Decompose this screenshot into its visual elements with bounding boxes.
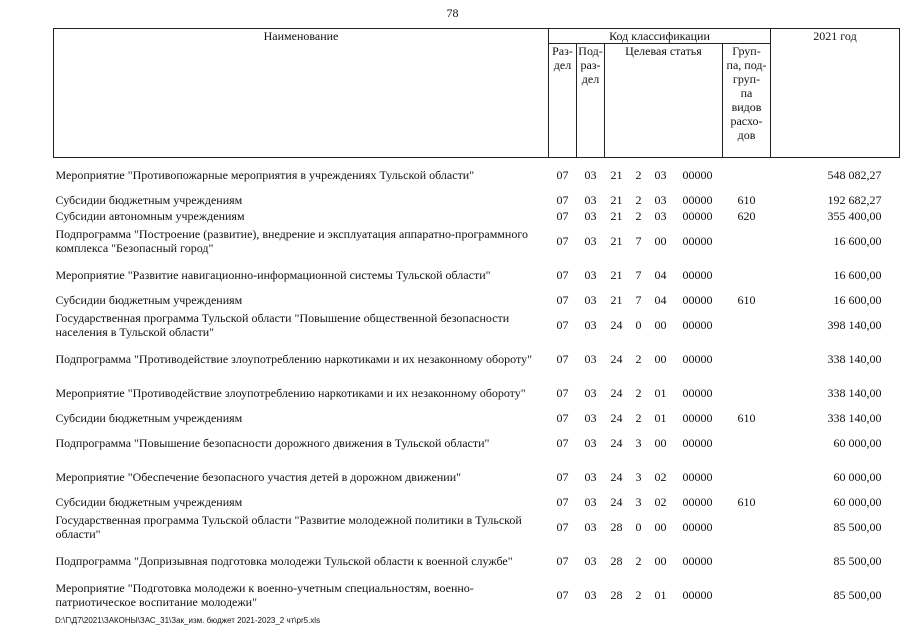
cell-t1: 28 — [610, 519, 623, 534]
cell-rz: 07 — [556, 410, 569, 425]
cell-t3: 01 — [654, 410, 667, 425]
cell-rz: 07 — [556, 385, 569, 400]
cell-t4: 00000 — [682, 192, 713, 207]
cell-t1: 21 — [610, 192, 623, 207]
cell-t1: 21 — [610, 208, 623, 223]
table-row — [54, 510, 900, 544]
cell-name: Мероприятие "Подготовка молодежи к военно-учетным специальностям, военно-патриотическое воспитание молодежи" — [55, 580, 474, 609]
cell-t2: 3 — [635, 435, 642, 450]
table-row — [54, 192, 900, 208]
cell-t3: 00 — [654, 553, 667, 568]
cell-amount: 16 600,00 — [833, 267, 882, 282]
cell-t3: 03 — [654, 208, 667, 223]
table-row — [54, 376, 900, 410]
cell-vr — [723, 510, 771, 544]
header-target: Целевая статья — [605, 44, 723, 158]
cell-amount: 548 082,27 — [827, 167, 882, 182]
cell-t2: 3 — [635, 469, 642, 484]
cell-t2: 2 — [635, 208, 642, 223]
cell-t2: 7 — [635, 233, 642, 248]
table-row — [54, 224, 900, 258]
cell-pr: 03 — [584, 494, 597, 509]
cell-t3: 00 — [654, 351, 667, 366]
cell-t4: 00000 — [682, 292, 713, 307]
budget-table — [53, 28, 900, 612]
cell-pr: 03 — [584, 469, 597, 484]
cell-rz: 07 — [556, 351, 569, 366]
cell-name: Подпрограмма "Противодействие злоупотреблению наркотиками и их незаконному обороту" — [55, 351, 532, 366]
cell-amount: 16 600,00 — [833, 292, 882, 307]
cell-name: Субсидии бюджетным учреждениям — [55, 292, 243, 307]
cell-vr — [723, 460, 771, 494]
cell-t1: 28 — [610, 587, 623, 602]
cell-amount: 338 140,00 — [827, 410, 882, 425]
cell-t3: 04 — [654, 292, 667, 307]
cell-t1: 24 — [610, 469, 623, 484]
cell-name: Мероприятие "Развитие навигационно-информационной системы Тульской области" — [55, 267, 491, 282]
cell-name: Государственная программа Тульской области "Развитие молодежной политики в Тульской области" — [55, 512, 522, 541]
cell-t4: 00000 — [682, 167, 713, 182]
cell-name: Мероприятие "Противопожарные мероприятия в учреждениях Тульской области" — [55, 167, 475, 182]
cell-t2: 2 — [635, 553, 642, 568]
cell-t1: 21 — [610, 267, 623, 282]
cell-t4: 00000 — [682, 267, 713, 282]
cell-vr: 620 — [737, 208, 756, 223]
cell-rz: 07 — [556, 317, 569, 332]
cell-pr: 03 — [584, 317, 597, 332]
page-number: 78 — [446, 6, 459, 20]
cell-rz: 07 — [556, 519, 569, 534]
cell-amount: 60 000,00 — [833, 469, 882, 484]
cell-rz: 07 — [556, 587, 569, 602]
cell-amount: 60 000,00 — [833, 435, 882, 450]
table-row — [54, 292, 900, 308]
cell-t4: 00000 — [682, 587, 713, 602]
cell-amount: 85 500,00 — [833, 519, 882, 534]
cell-amount: 85 500,00 — [833, 553, 882, 568]
cell-t1: 24 — [610, 317, 623, 332]
cell-t3: 03 — [654, 167, 667, 182]
cell-t2: 2 — [635, 410, 642, 425]
header-name: Наименование — [54, 29, 549, 158]
table-row — [54, 308, 900, 342]
cell-vr — [723, 342, 771, 376]
table-row — [54, 426, 900, 460]
cell-t3: 02 — [654, 494, 667, 509]
cell-rz: 07 — [556, 553, 569, 568]
cell-name: Субсидии автономным учреждениям — [55, 208, 245, 223]
cell-amount: 398 140,00 — [827, 317, 882, 332]
cell-rz: 07 — [556, 494, 569, 509]
cell-t2: 2 — [635, 385, 642, 400]
cell-t3: 00 — [654, 317, 667, 332]
cell-amount: 192 682,27 — [827, 192, 882, 207]
footer-file-path: D:\Г\Д7\2021\ЗАКОНЫ\ЗАС_31\Зак_изм. бюджет 2021-2023_2 чт\pr5.xls — [55, 616, 321, 625]
cell-t1: 24 — [610, 410, 623, 425]
table-row — [54, 544, 900, 578]
table-body — [54, 158, 900, 612]
cell-pr: 03 — [584, 553, 597, 568]
cell-t1: 21 — [610, 233, 623, 248]
cell-name: Подпрограмма "Повышение безопасности дорожного движения в Тульской области" — [55, 435, 490, 450]
cell-t4: 00000 — [682, 494, 713, 509]
cell-amount: 338 140,00 — [827, 351, 882, 366]
cell-vr — [723, 158, 771, 192]
cell-vr — [723, 258, 771, 292]
cell-t4: 00000 — [682, 410, 713, 425]
table-row — [54, 410, 900, 426]
cell-vr — [723, 224, 771, 258]
table-row — [54, 158, 900, 192]
cell-pr: 03 — [584, 435, 597, 450]
cell-t2: 7 — [635, 267, 642, 282]
cell-amount: 60 000,00 — [833, 494, 882, 509]
cell-vr — [723, 544, 771, 578]
cell-rz: 07 — [556, 208, 569, 223]
cell-t1: 24 — [610, 351, 623, 366]
cell-rz: 07 — [556, 167, 569, 182]
cell-vr — [723, 578, 771, 612]
cell-t2: 7 — [635, 292, 642, 307]
cell-name: Мероприятие "Обеспечение безопасного участия детей в дорожном движении" — [55, 469, 462, 484]
cell-t3: 04 — [654, 267, 667, 282]
cell-t4: 00000 — [682, 351, 713, 366]
table-row — [54, 460, 900, 494]
cell-t1: 24 — [610, 494, 623, 509]
cell-vr — [723, 308, 771, 342]
cell-amount: 85 500,00 — [833, 587, 882, 602]
cell-t1: 21 — [610, 292, 623, 307]
cell-t2: 2 — [635, 351, 642, 366]
cell-name: Мероприятие "Противодействие злоупотреблению наркотиками и их незаконному обороту" — [55, 385, 526, 400]
cell-t3: 00 — [654, 233, 667, 248]
cell-vr: 610 — [737, 494, 756, 509]
cell-pr: 03 — [584, 385, 597, 400]
cell-t2: 2 — [635, 587, 642, 602]
cell-vr: 610 — [737, 292, 756, 307]
cell-t4: 00000 — [682, 435, 713, 450]
header-code-group: Код классификации — [549, 29, 771, 44]
header-razdel: Раз- дел — [549, 44, 577, 158]
cell-name: Субсидии бюджетным учреждениям — [55, 410, 243, 425]
cell-t4: 00000 — [682, 469, 713, 484]
cell-t1: 24 — [610, 385, 623, 400]
cell-rz: 07 — [556, 435, 569, 450]
cell-t3: 00 — [654, 519, 667, 534]
cell-t2: 2 — [635, 167, 642, 182]
cell-pr: 03 — [584, 410, 597, 425]
cell-vr — [723, 376, 771, 410]
cell-pr: 03 — [584, 519, 597, 534]
header-group: Груп- па, под- груп- па видов расхо- дов — [723, 44, 771, 158]
cell-pr: 03 — [584, 233, 597, 248]
cell-t2: 3 — [635, 494, 642, 509]
cell-name: Подпрограмма "Допризывная подготовка молодежи Тульской области к военной службе" — [55, 553, 513, 568]
cell-vr: 610 — [737, 410, 756, 425]
table-row — [54, 494, 900, 510]
cell-amount: 338 140,00 — [827, 385, 882, 400]
cell-vr — [723, 426, 771, 460]
cell-name: Подпрограмма "Построение (развитие), внедрение и эксплуатация аппаратно-программного комплекса "Безопасный город" — [55, 226, 528, 255]
cell-t4: 00000 — [682, 233, 713, 248]
cell-amount: 355 400,00 — [827, 208, 882, 223]
cell-rz: 07 — [556, 267, 569, 282]
header-year: 2021 год — [771, 29, 900, 158]
cell-pr: 03 — [584, 167, 597, 182]
cell-rz: 07 — [556, 233, 569, 248]
cell-t3: 01 — [654, 385, 667, 400]
cell-name: Субсидии бюджетным учреждениям — [55, 192, 243, 207]
cell-pr: 03 — [584, 351, 597, 366]
cell-pr: 03 — [584, 192, 597, 207]
cell-t4: 00000 — [682, 317, 713, 332]
table-row — [54, 342, 900, 376]
cell-t4: 00000 — [682, 519, 713, 534]
cell-pr: 03 — [584, 208, 597, 223]
cell-pr: 03 — [584, 587, 597, 602]
table-row — [54, 258, 900, 292]
cell-pr: 03 — [584, 267, 597, 282]
cell-t1: 24 — [610, 435, 623, 450]
table-row — [54, 578, 900, 612]
cell-t3: 03 — [654, 192, 667, 207]
cell-pr: 03 — [584, 292, 597, 307]
cell-t3: 00 — [654, 435, 667, 450]
cell-vr: 610 — [737, 192, 756, 207]
cell-t4: 00000 — [682, 385, 713, 400]
header-podrazdel: Под- раз- дел — [577, 44, 605, 158]
table-row — [54, 208, 900, 224]
cell-t1: 21 — [610, 167, 623, 182]
cell-t4: 00000 — [682, 208, 713, 223]
cell-name: Государственная программа Тульской области "Повышение общественной безопасности населения в Тульской области" — [55, 310, 510, 339]
cell-amount: 16 600,00 — [833, 233, 882, 248]
cell-t4: 00000 — [682, 553, 713, 568]
cell-t1: 28 — [610, 553, 623, 568]
cell-t2: 0 — [635, 519, 642, 534]
cell-t3: 02 — [654, 469, 667, 484]
cell-t2: 0 — [635, 317, 642, 332]
cell-rz: 07 — [556, 192, 569, 207]
cell-t2: 2 — [635, 192, 642, 207]
cell-rz: 07 — [556, 469, 569, 484]
cell-name: Субсидии бюджетным учреждениям — [55, 494, 243, 509]
cell-rz: 07 — [556, 292, 569, 307]
cell-t3: 01 — [654, 587, 667, 602]
